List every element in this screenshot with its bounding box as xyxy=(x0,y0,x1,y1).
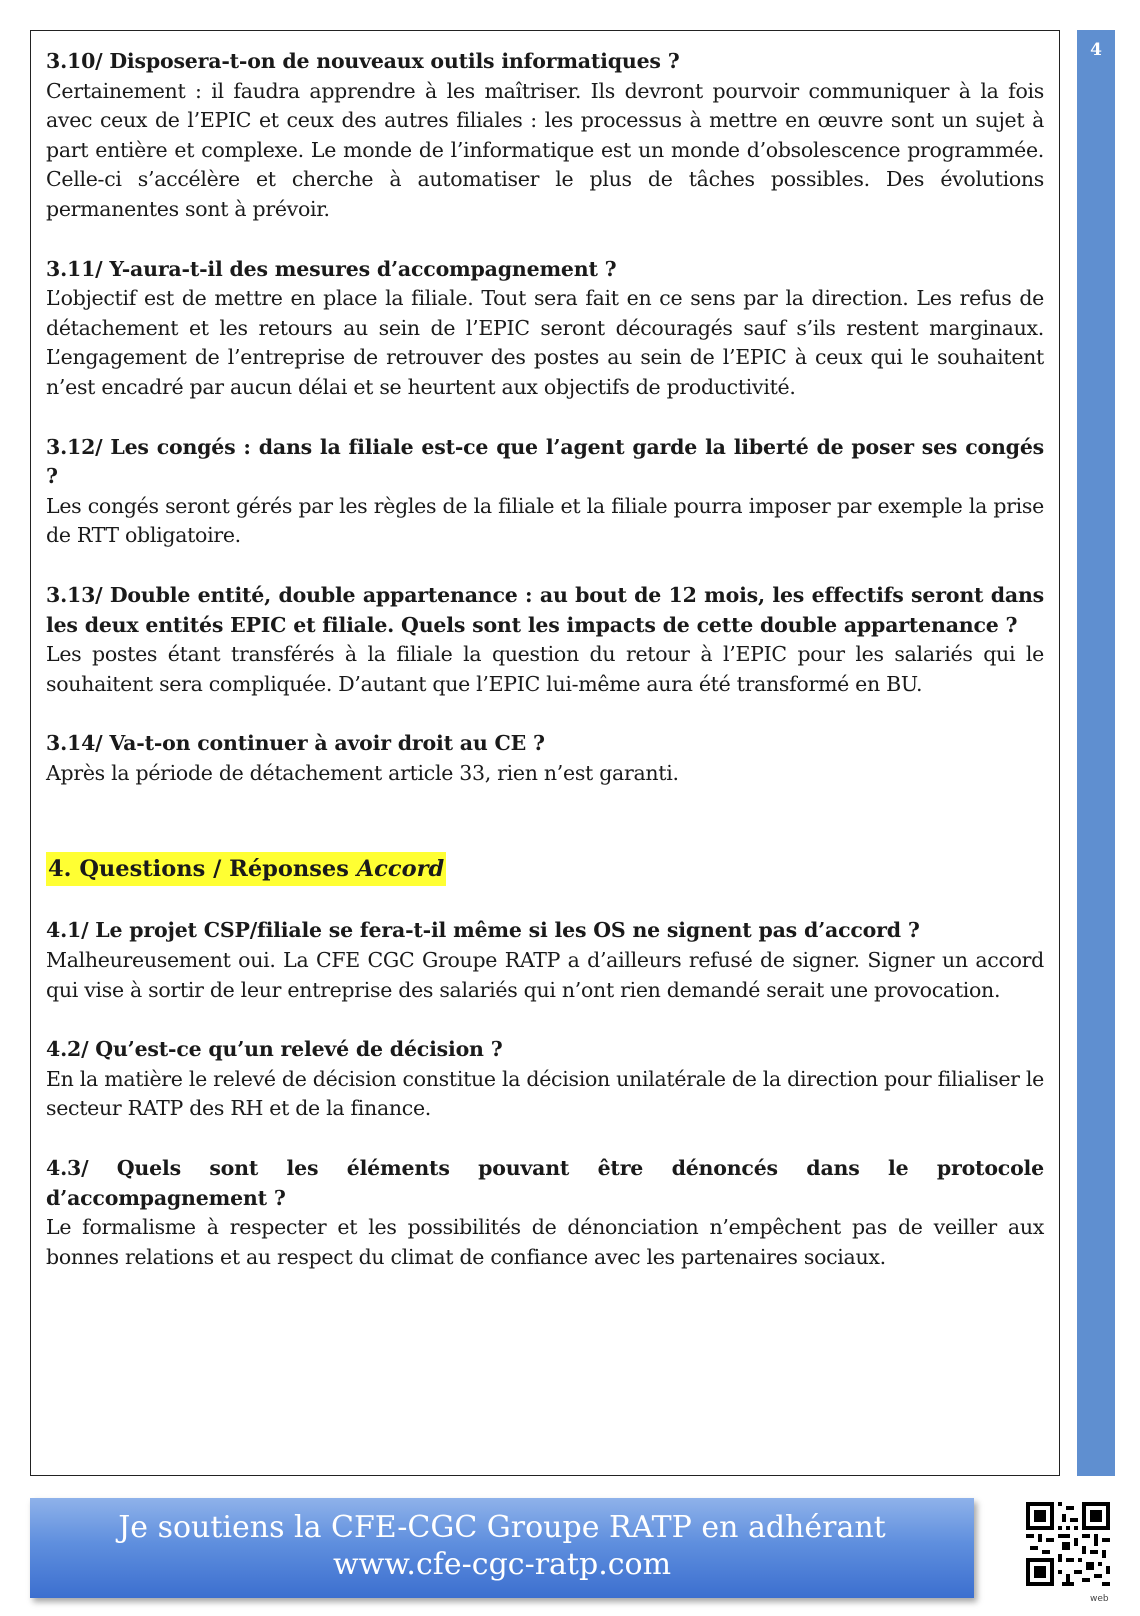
question-title: 4.3/ Quels sont les éléments pouvant être dénoncés dans le protocole d’accompagnement ? xyxy=(46,1156,1044,1210)
content-frame xyxy=(30,30,1060,1476)
answer-text: En la matière le relevé de décision constitue la décision unilatérale de la direction pour filialiser le secteur RATP des RH et de la finance. xyxy=(46,1066,1044,1121)
qr-code-icon[interactable] xyxy=(1026,1502,1110,1586)
page-number: 4 xyxy=(1090,40,1102,60)
question-4-2 xyxy=(46,1035,1044,1124)
question-4-3 xyxy=(46,1154,1044,1272)
answer-text: Malheureusement oui. La CFE CGC Groupe RATP a d’ailleurs refusé de signer. Signer un accord qui vise à sortir de leur entreprise des salariés qui n’ont rien demandé serait une provocation. xyxy=(46,948,1044,1002)
answer-text: Après la période de détachement article 33, rien n’est garanti. xyxy=(46,760,679,785)
qr-label: web xyxy=(1090,1594,1109,1604)
answer-text: Les congés seront gérés par les règles de la filiale et la filiale pourra imposer par exemple la prise de RTT obligatoire. xyxy=(46,493,1044,548)
membership-banner[interactable] xyxy=(30,1498,974,1598)
section-heading-text: 4. Questions / Réponses xyxy=(48,856,357,883)
question-title: 4.1/ Le projet CSP/filiale se fera-t-il même si les OS ne signent pas d’accord ? xyxy=(46,918,920,943)
answer-text: Le formalisme à respecter et les possibilités de dénonciation n’empêchent pas de veiller aux bonnes relations et au respect du climat de confiance avec les partenaires sociaux. xyxy=(46,1215,1044,1269)
section-heading-wrap xyxy=(46,852,1044,886)
side-bar xyxy=(1077,30,1115,1476)
answer-text: L’objectif est de mettre en place la filiale. Tout sera fait en ce sens par la direction. Les refus de détachement et les retours au sein de l’EPIC seront découragés sauf s’ils restent marginaux. L’engagement de l’entreprise de retrouver des postes au sein de l’EPIC à ceux qui le souhaitent n’est encadré par aucun délai et se heurtent aux objectifs de productivité. xyxy=(46,286,1044,399)
question-title: 3.14/ Va-t-on continuer à avoir droit au CE ? xyxy=(46,731,545,756)
answer-text: Les postes étant transférés à la filiale la question du retour à l’EPIC pour les salariés qui le souhaitent sera compliquée. D’autant que l’EPIC lui-même aura été transformé en BU. xyxy=(46,642,1044,696)
question-3-10 xyxy=(46,47,1044,225)
question-3-14 xyxy=(46,729,1044,788)
answer-text: Certainement : il faudra apprendre à les maîtriser. Ils devront pourvoir communiquer à la fois avec ceux de l’EPIC et ceux des autres filiales : les processus à mettre en œuvre sont un sujet à part entière et complexe. Le monde de l’informatique est un monde d’obsolescence programmée. Celle-ci s’accélère et cherche à automatiser le plus de tâches possibles. Des évolutions permanentes sont à prévoir. xyxy=(46,78,1044,221)
question-title: 3.10/ Disposera-t-on de nouveaux outils informatiques ? xyxy=(46,49,680,73)
question-3-11 xyxy=(46,255,1044,403)
question-3-12 xyxy=(46,433,1044,551)
section-heading-italic: Accord xyxy=(356,856,445,883)
question-title: 4.2/ Qu’est-ce qu’un relevé de décision ? xyxy=(46,1037,503,1062)
section-heading-4 xyxy=(46,852,446,886)
banner-slogan: Je soutiens la CFE-CGC Groupe RATP en adhérant xyxy=(118,1510,886,1545)
question-4-1 xyxy=(46,916,1044,1005)
question-title: 3.11/ Y-aura-t-il des mesures d’accompagnement ? xyxy=(46,256,617,281)
question-title: 3.13/ Double entité, double appartenance : au bout de 12 mois, les effectifs seront dans les deux entités EPIC et filiale. Quels sont les impacts de cette double appartenance ? xyxy=(46,582,1044,637)
question-title: 3.12/ Les congés : dans la filiale est-ce que l’agent garde la liberté de poser ses congés ? xyxy=(46,434,1044,489)
question-3-13 xyxy=(46,581,1044,699)
banner-website-link[interactable]: www.cfe-cgc-ratp.com xyxy=(332,1547,672,1582)
